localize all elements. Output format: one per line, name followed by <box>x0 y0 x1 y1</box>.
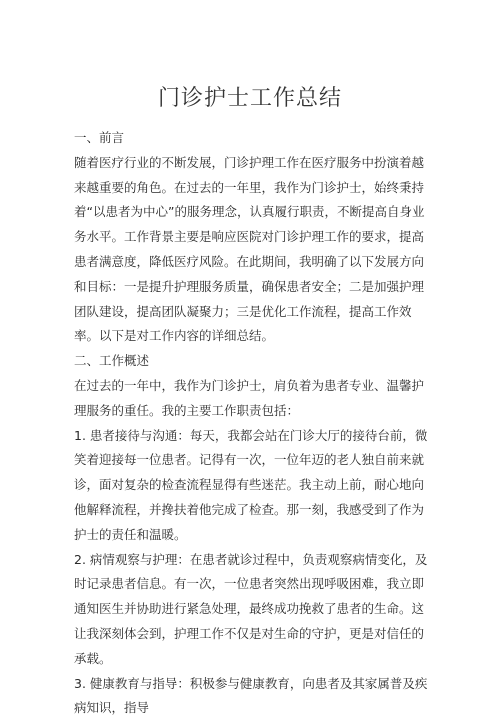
section-heading-overview: 二、工作概述 <box>74 353 150 369</box>
duty-item-observation: 2. 病情观察与护理：在患者就诊过程中，负责观察病情变化，及时记录患者信息。有一次，一位患者突然出现呼吸困难，我立即通知医生并协助进行紧急处理，最终成功挽救了患者的生命。这让我深刻体会到，护理工作不仅是对生命的守护，更是对信任的承载。 <box>74 551 428 666</box>
section-heading-preface: 一、前言 <box>74 130 125 145</box>
document-title: 门诊护士工作总结 <box>157 86 342 111</box>
overview-intro-paragraph: 在过去的一年中，我作为门诊护士，肩负着为患者专业、温馨护理服务的重任。我的主要工作职责包括： <box>74 377 425 418</box>
duty-item-education: 3. 健康教育与指导：积极参与健康教育，向患者及其家属普及疾病知识，指导 <box>74 675 428 716</box>
preface-paragraph: 随着医疗行业的不断发展，门诊护理工作在医疗服务中扮演着越来越重要的角色。在过去的一年里，我作为门诊护士，始终秉持着“以患者为中心”的服务理念，认真履行职责，不断提高自身业务水平。工作背景主要是响应医院对门诊护理工作的要求，提高患者满意度，降低医疗风险。在此期间，我明确了以下发展方向和目标：一是提升护理服务质量，确保患者安全；二是加强护理团队建设，提高团队凝聚力；三是优化工作流程，提高工作效率。以下是对工作内容的详细总结。 <box>74 154 425 344</box>
duty-item-reception: 1. 患者接待与沟通：每天，我都会站在门诊大厅的接待台前，微笑着迎接每一位患者。记得有一次，一位年迈的老人独自前来就诊，面对复杂的检查流程显得有些迷茫。我主动上前，耐心地向他解释流程，并搀扶着他完成了检查。那一刻，我感受到了作为护士的责任和温暖。 <box>74 427 428 542</box>
document-body <box>74 126 428 721</box>
